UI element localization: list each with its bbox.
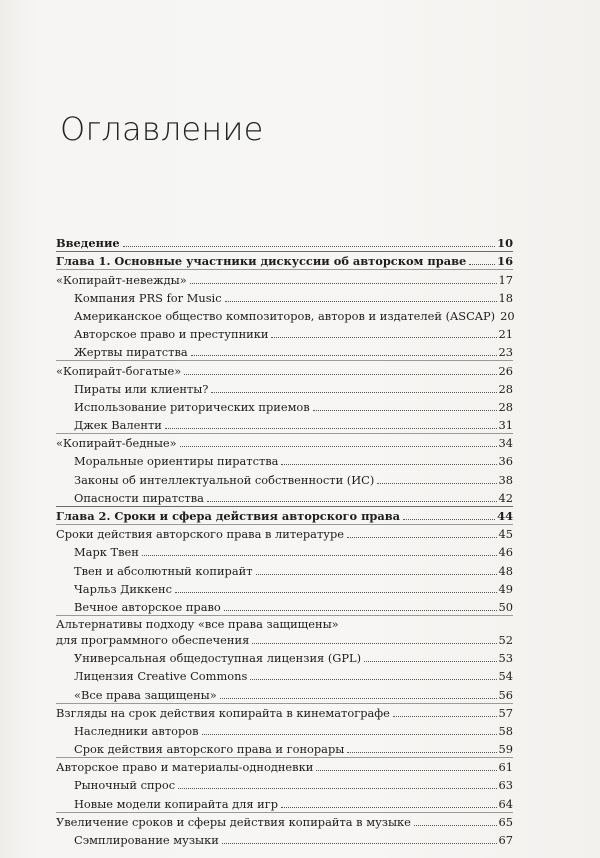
- dot-leader: [202, 733, 497, 735]
- toc-entry: [56, 647, 513, 665]
- toc-entry-title: Рыночный спрос: [74, 778, 176, 793]
- toc-entry: [56, 250, 513, 268]
- toc-page-number: 18: [498, 290, 513, 305]
- toc-entry: [56, 774, 513, 792]
- toc-entry-title: Сроки действия авторского права в литературе: [56, 527, 345, 542]
- toc-entry-title: Вечное авторское право: [74, 599, 221, 614]
- dot-leader: [414, 824, 497, 826]
- toc-page-number: 38: [498, 472, 513, 487]
- toc-entry-title: «Все права защищены»: [74, 687, 217, 702]
- dot-leader: [271, 336, 496, 338]
- toc-entry: [56, 305, 513, 323]
- dot-leader: [250, 678, 496, 680]
- toc-entry: [56, 756, 513, 774]
- dot-leader: [256, 573, 497, 575]
- dot-leader: [281, 463, 496, 465]
- toc-page-number: 23: [498, 345, 513, 360]
- toc-page-number: 28: [498, 381, 513, 396]
- toc-page-number: 36: [498, 454, 513, 469]
- dot-leader: [313, 409, 497, 411]
- toc-entry: [56, 450, 513, 468]
- dot-leader: [225, 300, 497, 302]
- dot-leader: [222, 842, 497, 844]
- toc-entry-title: «Копирайт-невежды»: [56, 272, 187, 287]
- toc-entry-title: Компания PRS for Music: [74, 290, 222, 305]
- dot-leader: [191, 354, 497, 356]
- toc-entry-title: «Копирайт-богатые»: [56, 363, 182, 378]
- toc-entry: [56, 559, 513, 577]
- dot-leader: [469, 263, 495, 265]
- toc-entry-title: Увеличение сроков и сферы действия копирайта в музыке: [56, 814, 411, 829]
- toc-page-number: 28: [498, 399, 513, 414]
- toc-page-number: 49: [498, 581, 513, 596]
- toc-entry: [56, 505, 513, 523]
- toc-page-number: 63: [498, 778, 513, 793]
- toc-entry-title: Джек Валенти: [74, 418, 162, 433]
- dot-leader: [220, 697, 497, 699]
- toc-entry: [56, 396, 513, 414]
- dot-leader: [178, 787, 496, 789]
- toc-entry-title-cont: для программного обеспечения: [56, 632, 250, 647]
- toc-entry: [56, 541, 513, 559]
- toc-page-number: 42: [498, 490, 513, 505]
- toc-entry-title: Введение: [56, 236, 120, 251]
- toc-page-number: 52: [498, 632, 513, 647]
- toc-entry: [56, 341, 513, 359]
- toc-entry: [56, 829, 513, 847]
- toc-entry: [56, 792, 513, 810]
- dot-leader: [364, 660, 496, 662]
- dot-leader: [347, 751, 496, 753]
- dot-leader: [190, 282, 497, 284]
- dot-leader: [252, 642, 496, 644]
- toc-entry: [56, 614, 513, 647]
- toc-entry: [56, 378, 513, 396]
- toc-page-number: 56: [498, 687, 513, 702]
- toc-entry: [56, 811, 513, 829]
- toc-entry-title: Твен и абсолютный копирайт: [74, 563, 253, 578]
- toc-page-number: 34: [498, 436, 513, 451]
- toc-entry: [56, 702, 513, 720]
- dot-leader: [180, 445, 497, 447]
- toc-entry-title: Использование риторических приемов: [74, 399, 310, 414]
- toc-page-number: 48: [498, 563, 513, 578]
- toc-page-number: 53: [498, 651, 513, 666]
- toc-page-number: 16: [497, 254, 513, 269]
- toc-entry: [56, 287, 513, 305]
- toc-entry-title: Моральные ориентиры пиратства: [74, 454, 279, 469]
- toc-entry-title: Сэмплирование музыки: [74, 833, 219, 847]
- toc-entry-title: Чарльз Диккенс: [74, 581, 172, 596]
- toc-page-number: 21: [498, 327, 513, 342]
- toc-page-number: 44: [497, 509, 513, 523]
- dot-leader: [211, 391, 496, 393]
- toc-page-number: 58: [498, 723, 513, 738]
- dot-leader: [281, 806, 496, 808]
- toc-entry: [56, 359, 513, 377]
- toc-page-number: 46: [498, 545, 513, 560]
- toc-entry: [56, 268, 513, 286]
- toc-entry-title: Авторское право и материалы-однодневки: [56, 760, 314, 775]
- dot-leader: [377, 482, 496, 484]
- toc-entry: [56, 523, 513, 541]
- toc-entry-title: Новые модели копирайта для игр: [74, 796, 279, 811]
- toc-page-number: 57: [498, 705, 513, 720]
- toc-entry: [56, 232, 513, 250]
- dot-leader: [403, 518, 495, 520]
- toc-page-number: 59: [498, 742, 513, 757]
- toc-entry: [56, 665, 513, 683]
- dot-leader: [184, 373, 496, 375]
- toc-page-number: 45: [498, 527, 513, 542]
- toc-entry-title: Альтернативы подходу «все права защищены»: [56, 616, 339, 631]
- toc-entry-title: Наследники авторов: [74, 723, 199, 738]
- toc-entry: [56, 720, 513, 738]
- toc-entry-title: Универсальная общедоступная лицензия (GPL): [74, 651, 362, 666]
- toc-entry-title: Опасности пиратства: [74, 490, 204, 505]
- toc-entry-title: Пираты или клиенты?: [74, 381, 209, 396]
- dot-leader: [393, 715, 497, 717]
- toc-page-number: 17: [498, 272, 513, 287]
- toc-entry-title: Жертвы пиратства: [74, 345, 188, 360]
- toc-entry-title: Авторское право и преступники: [74, 327, 269, 342]
- table-of-contents: [56, 232, 513, 847]
- dot-leader: [316, 769, 496, 771]
- toc-page-number: 61: [498, 760, 513, 775]
- toc-page-number: 26: [498, 363, 513, 378]
- toc-page-number: 10: [497, 236, 513, 251]
- toc-page-number: 20: [500, 308, 515, 323]
- toc-entry-title: Лицензия Creative Commons: [74, 669, 248, 684]
- toc-page-number: 31: [498, 418, 513, 433]
- toc-entry: [56, 596, 513, 614]
- toc-page-number: 64: [498, 796, 513, 811]
- toc-entry: [56, 323, 513, 341]
- dot-leader: [123, 245, 495, 247]
- dot-leader: [347, 536, 496, 538]
- toc-page-number: 50: [498, 599, 513, 614]
- toc-entry-line2: [56, 631, 513, 647]
- toc-entry: [56, 468, 513, 486]
- toc-page-number: 67: [498, 833, 513, 847]
- toc-entry: [56, 683, 513, 701]
- toc-entry-title: Взгляды на срок действия копирайта в кинематографе: [56, 705, 390, 720]
- toc-entry-title: Американское общество композиторов, авторов и издателей (ASCAP): [74, 308, 496, 323]
- dot-leader: [165, 427, 497, 429]
- toc-entry: [56, 578, 513, 596]
- toc-heading: Оглавление: [60, 110, 264, 148]
- toc-entry-title: Глава 2. Сроки и сфера действия авторского права: [56, 509, 401, 523]
- toc-entry-title: Срок действия авторского права и гонорары: [74, 742, 345, 757]
- toc-page-number: 65: [498, 814, 513, 829]
- toc-entry-title: Законы об интеллектуальной собственности (ИС): [74, 472, 375, 487]
- dot-leader: [175, 591, 497, 593]
- toc-entry: [56, 487, 513, 505]
- toc-entry-title: «Копирайт-бедные»: [56, 436, 177, 451]
- dot-leader: [224, 609, 497, 611]
- toc-entry-title: Марк Твен: [74, 545, 139, 560]
- dot-leader: [207, 500, 497, 502]
- toc-entry-title: Глава 1. Основные участники дискуссии об авторском праве: [56, 254, 467, 269]
- toc-page-number: 54: [498, 669, 513, 684]
- toc-entry: [56, 414, 513, 432]
- toc-entry: [56, 432, 513, 450]
- dot-leader: [142, 554, 497, 556]
- toc-entry: [56, 738, 513, 756]
